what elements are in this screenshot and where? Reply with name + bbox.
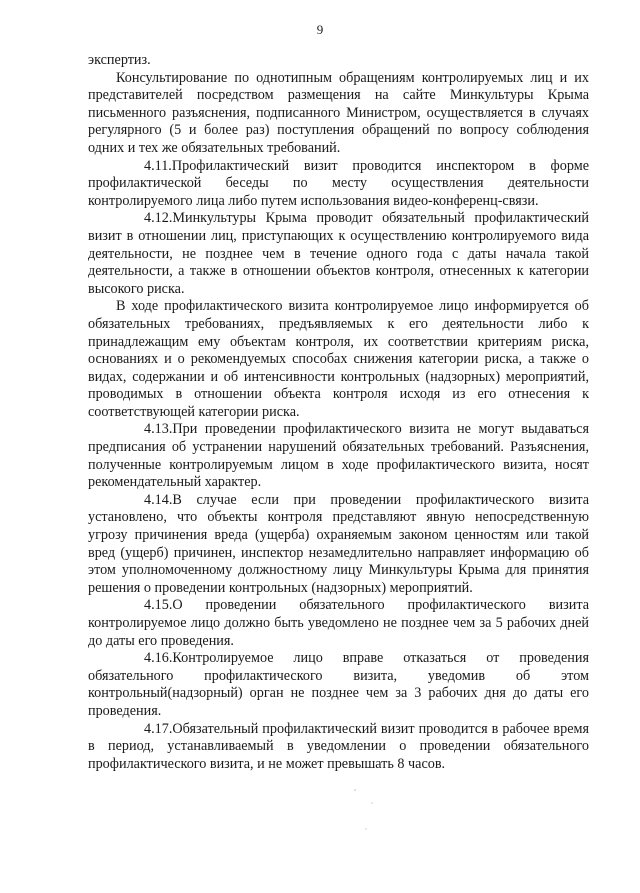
paragraph	[88, 70, 589, 158]
paragraph-text: Минкультуры Крыма проводит обязательный профилактический визит в отношении лиц, приступающих к осуществлению контролируемого вида деятельности, не позднее чем в течение одного года с даты начала такой деятельности, а также в отношении объектов контроля, отнесенных к категории высокого риска.	[88, 210, 589, 297]
paragraph	[88, 298, 589, 421]
paragraph-text: При проведении профилактического визита не могут выдаваться предписания об устранении нарушений обязательных требований. Разъяснения, полученные контролируемым лицом в ходе профилактического визита, носят рекомендательный характер.	[88, 421, 589, 491]
paragraph	[88, 650, 589, 720]
clause-number: 4.12.	[144, 210, 173, 227]
paragraph-text: Профилактический визит проводится инспектором в форме профилактической беседы по месту осуществления деятельности контролируемого лица либо путем использования видео-конференц-связи.	[88, 157, 589, 209]
page-number: 9	[316, 22, 324, 37]
paragraph	[88, 210, 589, 298]
clause-number: 4.14.	[144, 491, 173, 508]
paragraph-text: Консультирование по однотипным обращениям контролируемых лиц и их представителей посредством размещения на сайте Минкультуры Крыма письменного разъяснения, подписанного Министром, осуществляется в случаях регулярного (5 и более раз) поступления обращений по вопросу соблюдения одних и тех же обязательных требований.	[88, 69, 589, 156]
paragraph-text: В случае если при проведении профилактического визита установлено, что объекты контроля представляют явную непосредственную угрозу причинения вреда (ущерба) охраняемым законом ценностям или такой вред (ущерб) причинен, инспектор незамедлительно направляет информацию об этом уполномоченному должностному лицу Минкультуры Крыма для принятия решения о проведении контрольных (надзорных) мероприятий.	[88, 491, 589, 596]
clause-number: 4.11.	[144, 157, 172, 174]
paragraph-text: экспертиз.	[88, 52, 151, 68]
scan-speck	[371, 802, 372, 803]
paragraph	[88, 421, 589, 491]
clause-number: 4.17.	[144, 720, 173, 737]
clause-number: 4.16.	[144, 650, 173, 667]
clause-number: 4.13.	[144, 421, 173, 438]
document-body	[88, 52, 589, 773]
scan-speck	[365, 828, 366, 829]
paragraph-text: О проведении обязательного профилактического визита контролируемое лицо должно быть уведомлено не позднее чем за 5 рабочих дней до даты его проведения.	[88, 597, 589, 649]
paragraph-text: Обязательный профилактический визит проводится в рабочее время в период, устанавливаемый в уведомлении о проведении обязательного профилактического визита, и не может превышать 8 часов.	[88, 720, 589, 772]
paragraph-text: В ходе профилактического визита контролируемое лицо информируется об обязательных требованиях, предъявляемых к его деятельности либо к принадлежащим ему объектам контроля, их соответствии критериям риска, основаниях и о рекомендуемых способах снижения категории риска, а также о видах, содержании и об интенсивности контрольных (надзорных) мероприятий, проводимых в отношении объекта контроля исходя из его отнесения к соответствующей категории риска.	[88, 298, 589, 420]
paragraph	[88, 52, 589, 70]
paragraph-text: Контролируемое лицо вправе отказаться от проведения обязательного профилактического визита, уведомив об этом контрольный(надзорный) орган не позднее чем за 3 рабочих дня до даты его проведения.	[88, 650, 589, 719]
paragraph	[88, 158, 589, 211]
clause-number: 4.15.	[144, 597, 173, 614]
paragraph	[88, 597, 589, 650]
paragraph	[88, 721, 589, 774]
scan-speck	[354, 789, 356, 791]
paragraph	[88, 492, 589, 598]
